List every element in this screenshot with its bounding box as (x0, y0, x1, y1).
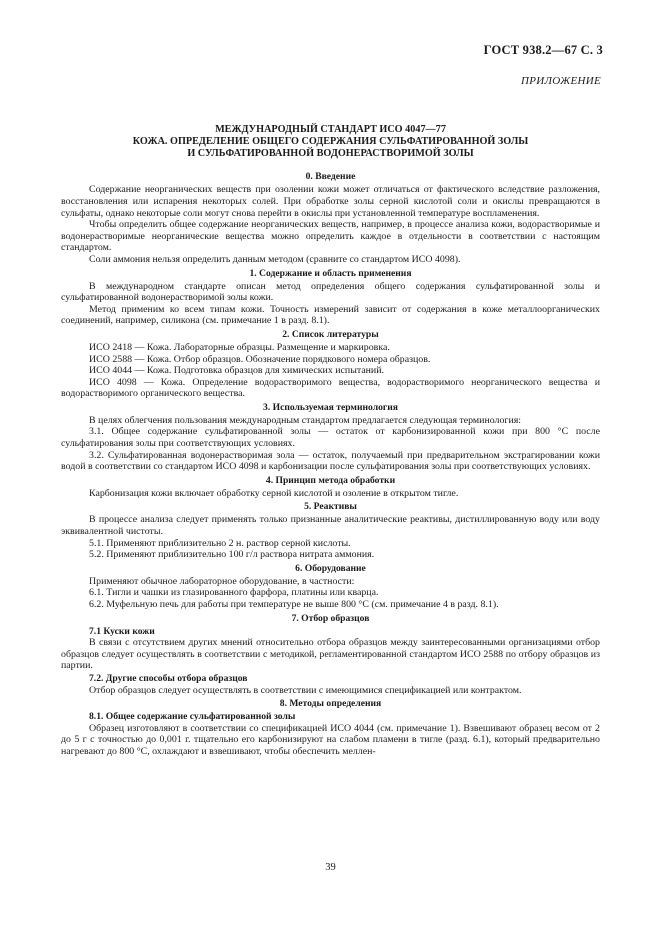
section-3-paragraph-1: В целях облегчения пользования международным стандартом предлагается следующая терминология: (89, 414, 522, 426)
section-6-heading: 6. Оборудование (295, 562, 366, 574)
section-7-paragraph-1: В связи с отсутствием других мнений относительно отбора образцов между заинтересованными организациями отбор образцов следует осуществлять в соответствии с методикой, регламентированной стандартом ИСО 2588 по отбору образцов из партии. (61, 637, 600, 672)
reference-item: ИСО 2418 — Кожа. Лабораторные образцы. Размещение и маркировка. (89, 341, 390, 353)
section-6-paragraph-2: 6.1. Тигли и чашки из глазированного фарфора, платины или кварца. (89, 587, 379, 599)
section-6-paragraph-3: 6.2. Муфельную печь для работы при температуре не выше 800 °С (см. примечание 4 в разд. 8.1). (89, 599, 499, 611)
subsection-8-1-heading: 8.1. Общее содержание сульфатированной золы (89, 711, 296, 723)
section-5-heading: 5. Реактивы (304, 501, 357, 513)
reference-item: ИСО 4044 — Кожа. Подготовка образцов для химических испытаний. (89, 365, 384, 377)
section-3-paragraph-3: 3.2. Сульфатированная водонерастворимая зола — остаток, получаемый при предварительном экстрагировании кожи водой в соответствии со стандартом ИСО 4098 и карбонизации после сульфатирования золы при соответствующих условиях. (61, 449, 600, 473)
title-line-3: И СУЛЬФАТИРОВАННОЙ ВОДОНЕРАСТВОРИМОЙ ЗОЛЫ (187, 147, 474, 159)
section-1-paragraph-2: Метод применим ко всем типам кожи. Точность измерений зависит от содержания в коже металлоорганических соединений, например, силикона (см. примечание 1 в разд. 8.1). (61, 303, 600, 327)
section-0-paragraph-2: Чтобы определить общее содержание неорганических веществ, например, в процессе анализа кожи, водорастворимые и водонерастворимые неорганические вещества можно определить каждое в отдельности в соответствии с настоящим стандартом. (61, 219, 600, 254)
section-5-paragraph-1: В процессе анализа следует применять только признанные аналитические реактивы, дистиллированную воду или воду эквивалентной чистоты. (61, 514, 600, 538)
standard-code-header: ГОСТ 938.2—67 С. 3 (483, 43, 603, 57)
section-7-heading: 7. Отбор образцов (291, 612, 370, 624)
document-title (61, 124, 600, 159)
section-0-paragraph-1: Содержание неорганических веществ при озолении кожи может отличаться от фактического вследствие разложения, восстановления или испарения некоторых солей. При обработке золы серной кислотой соли и окислы превращаются в сульфаты, однако некоторые соли могут снова перейти в окислы при установленной температуре воспламенения. (61, 184, 600, 219)
section-0-paragraph-3: Соли аммония нельзя определить данным методом (сравните со стандартом ИСО 4098). (89, 253, 461, 265)
section-0-heading: 0. Введение (305, 171, 356, 183)
section-7-paragraph-2: Отбор образцов следует осуществлять в соответствии с имеющимися спецификацией или контрактом. (89, 684, 522, 696)
appendix-label: ПРИЛОЖЕНИЕ (521, 75, 601, 87)
subsection-7-2-heading: 7.2. Другие способы отбора образцов (89, 672, 248, 684)
section-6-paragraph-1: Применяют обычное лабораторное оборудование, в частности: (89, 575, 355, 587)
section-4-paragraph-1: Карбонизация кожи включает обработку серной кислотой и озоление в открытом тигле. (89, 487, 459, 499)
section-5-paragraph-2: 5.1. Применяют приблизительно 2 н. раствор серной кислоты. (89, 537, 351, 549)
section-5-paragraph-3: 5.2. Применяют приблизительно 100 г/л раствора нитрата аммония. (89, 549, 375, 561)
section-3-heading: 3. Используемая терминология (263, 401, 398, 413)
page-content (61, 124, 600, 758)
section-1-paragraph-1: В международном стандарте описан метод определения общего содержания сульфатированной золы и сульфатированной водонерастворимой золы кожи. (61, 280, 600, 304)
page-number: 39 (325, 862, 336, 873)
title-line-2: КОЖА. ОПРЕДЕЛЕНИЕ ОБЩЕГО СОДЕРЖАНИЯ СУЛЬФАТИРОВАННОЙ ЗОЛЫ (132, 135, 529, 147)
section-4-heading: 4. Принцип метода обработки (265, 474, 396, 486)
section-8-heading: 8. Методы определения (279, 698, 382, 710)
reference-item: ИСО 2588 — Кожа. Отбор образцов. Обозначение порядкового номера образцов. (89, 353, 431, 365)
section-8-paragraph-1: Образец изготовляют в соответствии со спецификацией ИСО 4044 (см. примечание 1). Взвешивают образец весом от 2 до 5 г с точностью до 0,001 г. тщательно его карбонизируют на слабом пламени в тигле (разд. 6.1), который предварительно нагревают до 800 °С, охлаждают и взвешивают, чтобы обеспечить меллен- (61, 722, 600, 757)
section-1-heading: 1. Содержание и область применения (249, 267, 412, 279)
subsection-7-1-heading: 7.1 Куски кожи (89, 625, 155, 637)
reference-item: ИСО 4098 — Кожа. Определение водорастворимого вещества, водорастворимого неорганического вещества и водорастворимого органического вещества. (61, 376, 600, 400)
title-line-1: МЕЖДУНАРОДНЫЙ СТАНДАРТ ИСО 4047—77 (215, 124, 446, 135)
section-3-paragraph-2: 3.1. Общее содержание сульфатированной золы — остаток от карбонизированной кожи при 800 °С после сульфатирования золы при соответствующих условиях. (61, 426, 600, 450)
section-2-heading: 2. Список литературы (282, 328, 379, 340)
